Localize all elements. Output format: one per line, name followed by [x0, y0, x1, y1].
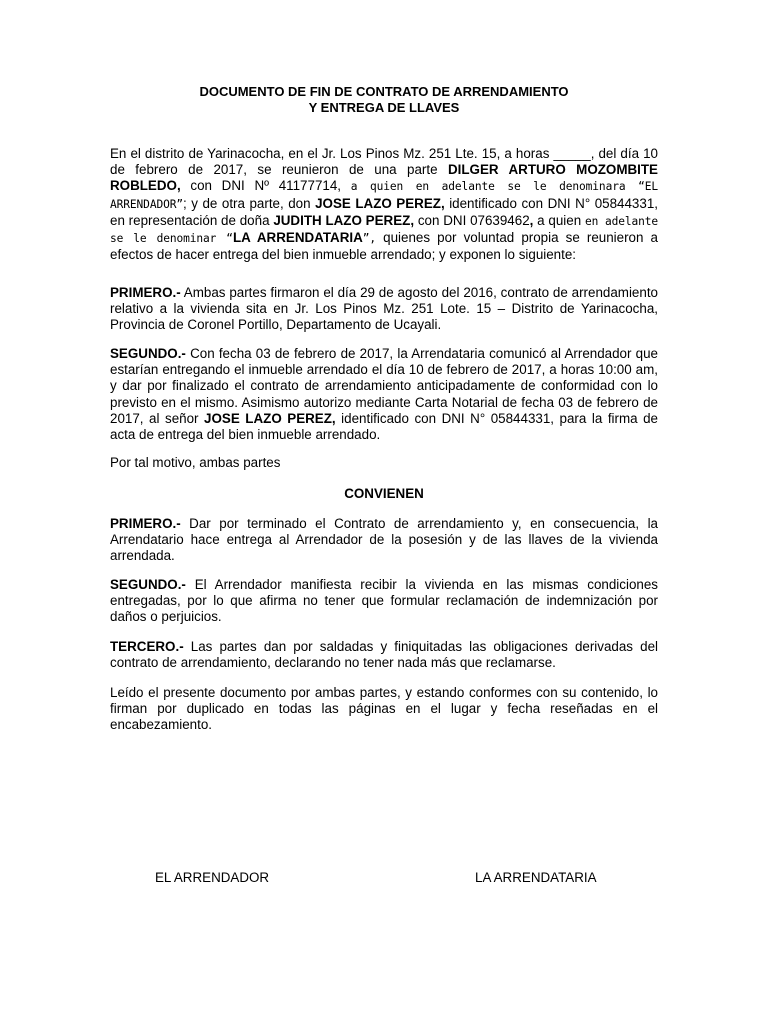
party-name-arrendataria: JUDITH LAZO PEREZ, [273, 212, 415, 228]
closing-paragraph: Leído el presente documento por ambas partes, y estando conformes con su contenido, lo firman por duplicado en todas las páginas en el lugar y fecha reseñadas en el encabezamiento. [110, 685, 658, 733]
clause-primero-antecedente [110, 285, 658, 334]
intro-text: a quien [533, 212, 585, 228]
clause-label: TERCERO.- [110, 639, 184, 654]
title-line-1: DOCUMENTO DE FIN DE CONTRATO DE ARRENDAMIENTO [199, 84, 569, 99]
document-title [0, 84, 768, 116]
intro-text: ; y de otra parte, don [183, 195, 316, 211]
party-name-representative: JOSE LAZO PEREZ, [204, 410, 336, 426]
intro-text: a quien en adelante se le denominara “EL ARRENDADOR” [110, 180, 659, 211]
party-name-representative: JOSE LAZO PEREZ, [315, 195, 445, 211]
intro-text: ”, [362, 232, 377, 246]
clause-primero [110, 516, 658, 565]
intro-paragraph [110, 146, 658, 263]
intro-text: , [529, 212, 534, 228]
clause-tercero [110, 639, 658, 671]
clause-segundo [110, 577, 658, 626]
signature-label-arrendador: EL ARRENDADOR [155, 870, 270, 885]
clause-text: Dar por terminado el Contrato de arrendamiento y, en consecuencia, la Arrendatario hace entrega al Arrendador de la posesión y de las llaves de la vivienda arrendada. [110, 516, 658, 564]
signature-label-arrendataria: LA ARRENDATARIA [475, 870, 597, 885]
clause-segundo-antecedente [110, 346, 658, 443]
intro-text: en adelante se le denominar “ [110, 214, 659, 246]
clause-text: Las partes dan por saldadas y finiquitadas las obligaciones derivadas del contrato de arrendamiento, declarando no tener nada más que reclamarse. [110, 639, 658, 671]
clause-text: identificado con DNI N° 05844331, para la firma de acta de entrega del bien inmueble arrendado. [110, 410, 659, 443]
intro-text: con DNI 07639462 [414, 212, 530, 228]
clause-label: PRIMERO.- [110, 285, 181, 300]
intro-text: quienes por voluntad propia se reunieron a efectos de hacer entrega del bien inmueble arrendado; y exponen lo siguiente: [110, 230, 658, 263]
party-label-arrendataria: LA ARRENDATARIA [232, 230, 363, 246]
intro-text: En el distrito de Yarinacocha, en el Jr. Los Pinos Mz. 251 Lte. 15, a horas _____, del día 10 de febrero de 2017, se reunieron de una parte [110, 146, 658, 178]
party-name-arrendador: DILGER ARTURO MOZOMBITE ROBLEDO, [110, 162, 658, 194]
clause-text: El Arrendador manifiesta recibir la vivienda en las mismas condiciones entregadas, por lo que afirma no tener que formular reclamación de indemnización por daños o perjuicios. [110, 577, 658, 625]
por-tal-motivo: Por tal motivo, ambas partes [110, 455, 281, 470]
clause-text: Con fecha 03 de febrero de 2017, la Arrendataria comunicó al Arrendador que estarían entregando el inmueble arrendado el día 10 de febrero de 2017, a horas 10:00 am, y dar por finalizado el contrato de arrendamiento anticipadamente de conformidad con lo previsto en el mismo. Asimismo autorizo mediante Carta Notarial de fecha 03 de febrero de 2017, al señor [110, 346, 658, 426]
clause-label: SEGUNDO.- [110, 346, 186, 361]
convienen-heading: CONVIENEN [344, 486, 424, 501]
clause-label: SEGUNDO.- [110, 577, 186, 592]
intro-text: identificado con DNI N° 05844331, en representación de doña [110, 195, 658, 228]
clause-label: PRIMERO.- [110, 516, 181, 531]
intro-text: con DNI Nº 41177714, [180, 178, 351, 194]
title-line-2: Y ENTREGA DE LLAVES [308, 100, 460, 115]
clause-text: Ambas partes firmaron el día 29 de agosto del 2016, contrato de arrendamiento relativo a la vivienda sita en Jr. Los Pinos Mz. 251 Lote. 15 – Distrito de Yarinacocha, Provincia de Coronel Portillo, Departamento de Ucayali. [110, 285, 658, 333]
